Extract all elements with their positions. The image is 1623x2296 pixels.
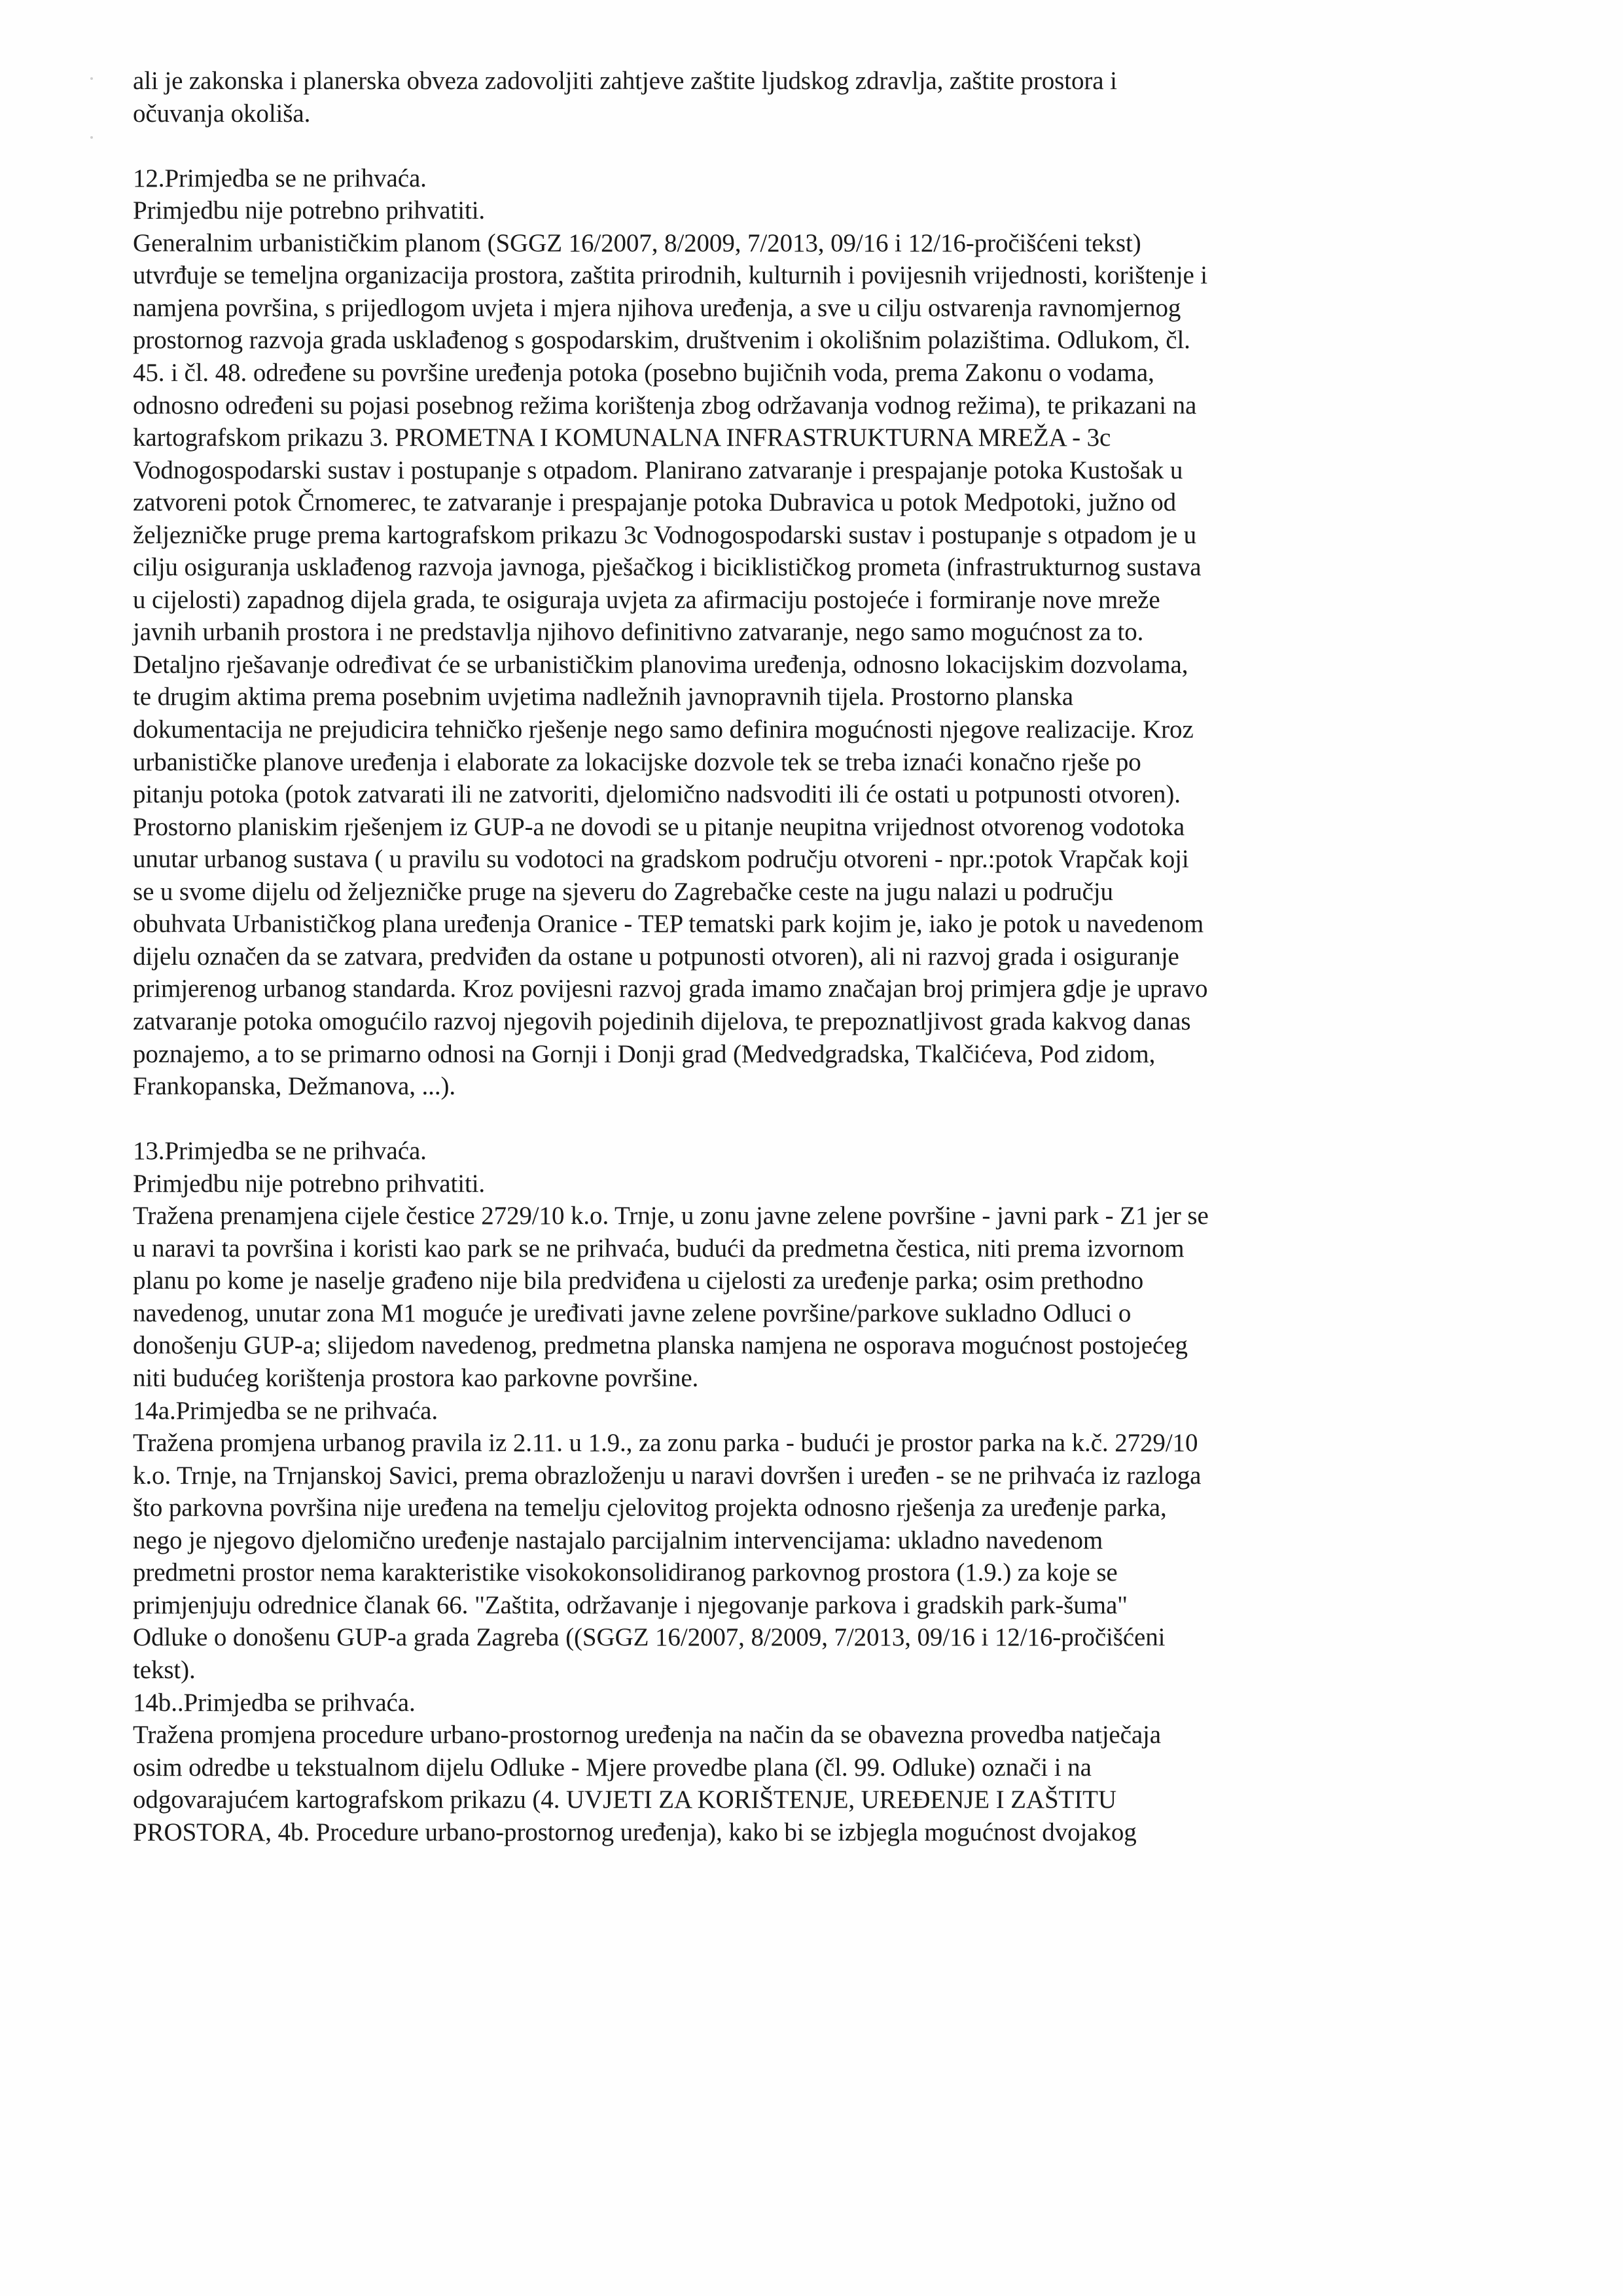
text-line: u cijelosti) zapadnog dijela grada, te osiguraja uvjeta za afirmaciju postojeće i formiranje nove mreže [133,586,1160,614]
text-line: k.o. Trnje, na Trnjanskoj Savici, prema obrazloženju u naravi dovršen i uređen - se ne prihvaća iz razloga [133,1462,1202,1490]
text-line: ali je zakonska i planerska obveza zadovoljiti zahtjeve zaštite ljudskog zdravlja, zaštite prostora i [133,67,1117,95]
scan-speck [90,77,93,80]
text-line: Frankopanska, Dežmanova, ...). [133,1072,456,1100]
text-line: dokumentacija ne prejudicira tehničko rješenje nego samo definira mogućnosti njegove realizacije. Kroz [133,715,1194,744]
text-line: planu po kome je naselje građeno nije bila predviđena u cijelosti za uređenje parka; osim prethodno [133,1266,1144,1295]
text-line: niti budućeg korištenja prostora kao parkovne površine. [133,1364,699,1392]
text-line: javnih urbanih prostora i ne predstavlja njihovo definitivno zatvaranje, nego samo mogućnost za to. [133,618,1144,646]
text-line: primjerenog urbanog standarda. Kroz povijesni razvoj grada imamo značajan broj primjera gdje je upravo [133,975,1208,1003]
text-line: Vodnogospodarski sustav i postupanje s otpadom. Planirano zatvaranje i prespajanje potoka Kustošak u [133,456,1183,484]
text-line: cilju osiguranja usklađenog razvoja javnoga, pješačkog i biciklističkog prometa (infrastrukturnog sustava [133,553,1202,581]
text-line: osim odredbe u tekstualnom dijelu Odluke - Mjere provedbe plana (čl. 99. Odluke) označi i na [133,1753,1092,1782]
text-line: zatvaranje potoka omogućilo razvoj njegovih pojedinih dijelova, te prepoznatljivost grada kakvog danas [133,1007,1191,1035]
text-line: primjenjuju odrednice članak 66. "Zaštita, održavanje i njegovanje parkova i gradskih park-šuma" [133,1591,1128,1619]
text-line: očuvanja okoliša. [133,99,311,128]
text-line: prostornog razvoja grada usklađenog s gospodarskim, društvenim i okolišnim polazištima. Odlukom, čl. [133,326,1190,354]
text-line: kartografskom prikazu 3. PROMETNA I KOMUNALNA INFRASTRUKTURNA MREŽA - 3c [133,423,1111,452]
text-line: zatvoreni potok Črnomerec, te zatvaranje i prespajanje potoka Dubravica u potok Medpotoki, južno od [133,488,1176,516]
text-line: namjena površina, s prijedlogom uvjeta i mjera njihova uređenja, a sve u cilju ostvarenja ravnomjernog [133,294,1181,322]
text-line: Primjedbu nije potrebno prihvatiti. [133,1170,486,1198]
text-line: što parkovna površina nije uređena na temelju cjelovitog projekta odnosno rješenja za uređenje parka, [133,1494,1167,1522]
text-line: pitanju potoka (potok zatvarati ili ne zatvoriti, djelomično nadsvoditi ili će ostati u potpunosti otvoren). [133,780,1181,808]
text-line: poznajemo, a to se primarno odnosi na Gornji i Donji grad (Medvedgradska, Tkalčićeva, Pod zidom, [133,1040,1156,1068]
text-line: 12.Primjedba se ne prihvaća. [133,164,427,192]
text-line: dijelu označen da se zatvara, predviđen da ostane u potpunosti otvoren), ali ni razvoj grada i osiguranje [133,942,1179,971]
text-line: PROSTORA, 4b. Procedure urbano-prostornog uređenja), kako bi se izbjegla mogućnost dvojakog [133,1818,1137,1846]
scan-speck [90,136,93,139]
text-line: Prostorno planiskim rješenjem iz GUP-a ne dovodi se u pitanje neupitna vrijednost otvorenog vodotoka [133,813,1185,841]
text-line: 13.Primjedba se ne prihvaća. [133,1137,427,1165]
text-line: tekst). [133,1656,196,1684]
text-line: donošenju GUP-a; slijedom navedenog, predmetna planska namjena ne osporava mogućnost postojećeg [133,1331,1188,1359]
text-line: Primjedbu nije potrebno prihvatiti. [133,196,486,224]
text-line: Detaljno rješavanje određivat će se urbanističkim planovima uređenja, odnosno lokacijskim dozvolama, [133,651,1188,679]
text-line: 45. i čl. 48. određene su površine uređenja potoka (posebno bujičnih voda, prema Zakonu o vodama, [133,359,1154,387]
text-line: navedenog, unutar zona M1 moguće je uređivati javne zelene površine/parkove sukladno Odluci o [133,1299,1132,1327]
text-line: Tražena prenamjena cijele čestice 2729/10 k.o. Trnje, u zonu javne zelene površine - javni park - Z1 jer se [133,1202,1209,1230]
text-line: odnosno određeni su pojasi posebnog režima korištenja zbog održavanja vodnog režima), te prikazani na [133,391,1197,420]
text-line: 14a.Primjedba se ne prihvaća. [133,1397,438,1425]
text-line: Tražena promjena procedure urbano-prostornog uređenja na način da se obavezna provedba natječaja [133,1721,1162,1749]
text-line: Tražena promjena urbanog pravila iz 2.11. u 1.9., za zonu parka - budući je prostor parka na k.č. 2729/10 [133,1429,1198,1457]
text-line: 14b..Primjedba se prihvaća. [133,1689,416,1717]
text-line: se u svome dijelu od željezničke pruge na sjeveru do Zagrebačke ceste na jugu nalazi u području [133,878,1113,906]
text-line: utvrđuje se temeljna organizacija prostora, zaštita prirodnih, kulturnih i povijesnih vrijednosti, korištenje i [133,261,1208,289]
text-line: odgovarajućem kartografskom prikazu (4. UVJETI ZA KORIŠTENJE, UREĐENJE I ZAŠTITU [133,1785,1116,1814]
text-line: željezničke pruge prema kartografskom prikazu 3c Vodnogospodarski sustav i postupanje s otpadom je u [133,521,1197,549]
text-line: predmetni prostor nema karakteristike visokokonsolidiranog parkovnog prostora (1.9.) za koje se [133,1558,1118,1587]
text-line: urbanističke planove uređenja i elaborate za lokacijske dozvole tek se treba iznaći konačno rješe po [133,748,1141,776]
text-line: u naravi ta površina i koristi kao park se ne prihvaća, budući da predmetna čestica, niti prema izvornom [133,1234,1185,1263]
text-line: nego je njegovo djelomično uređenje nastajalo parcijalnim intervencijama: ukladno navedenom [133,1526,1103,1554]
text-line: Generalnim urbanističkim planom (SGGZ 16/2007, 8/2009, 7/2013, 09/16 i 12/16-pročišćeni tekst) [133,229,1141,257]
text-line: unutar urbanog sustava ( u pravilu su vodotoci na gradskom području otvoreni - npr.:potok Vrapčak koji [133,845,1189,873]
text-line: te drugim aktima prema posebnim uvjetima nadležnih javnopravnih tijela. Prostorno planska [133,683,1073,711]
text-line: obuhvata Urbanističkog plana uređenja Oranice - TEP tematski park kojim je, iako je potok u navedenom [133,910,1204,938]
text-line: Odluke o donošenu GUP-a grada Zagreba ((SGGZ 16/2007, 8/2009, 7/2013, 09/16 i 12/16-pročišćeni [133,1623,1166,1651]
